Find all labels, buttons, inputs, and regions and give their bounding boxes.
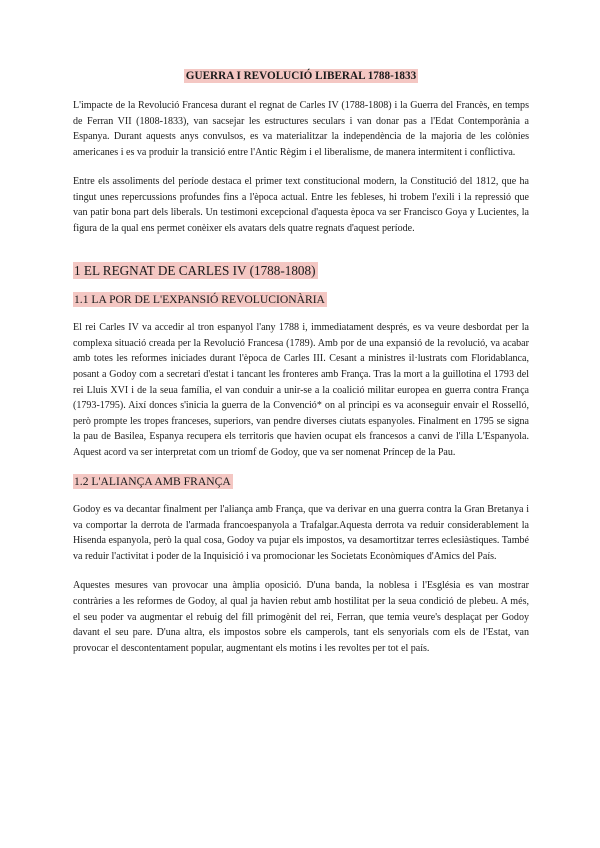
intro-paragraph-2: Entre els assoliments del període destaca el primer text constitucional modern, la Constitució del 1812, que ha tingut unes repercussions profundes fins a l'època actual. Entre les febleses, hi trobem l'exili i la repressió que van patir bona part dels liberals. Un testimoni excepcional d'aquesta època va ser Francisco Goya y Lucientes, la figura de la qual ens permet conèixer els avatars dels quatre regnats d'aquest període. bbox=[73, 176, 529, 234]
subsection-1-1-heading-text: 1.1 LA POR DE L'EXPANSIÓ REVOLUCIONÀRIA bbox=[74, 293, 325, 307]
section-1-heading-text: 1 EL REGNAT DE CARLES IV (1788-1808) bbox=[74, 263, 316, 279]
document-title bbox=[73, 68, 529, 84]
intro-paragraph-1: L'impacte de la Revolució Francesa durant el regnat de Carles IV (1788-1808) i la Guerra del Francès, en temps de Ferran VII (1808-1833), van sacsejar les estructures seculars i van donar pas a l'Edat Contemporània a Espanya. Durant aquests anys convulsos, es va materialitzar la independència de la majoria de les colònies americanes i es va produir la transició entre l'Antic Règim i el liberalisme, de manera intermitent i conflictiva. bbox=[73, 100, 529, 158]
subsection-1-2-paragraph-2: Aquestes mesures van provocar una àmplia oposició. D'una banda, la noblesa i l'Església es van mostrar contràries a les reformes de Godoy, al qual ja havien rebut amb hostilitat per la seua condició de plebeu. A més, el seu poder va augmentar el rebuig del fill primogènit del rei, Ferran, que temia veure's desplaçat per Godoy davant el seu pare. D'una altra, els impostos sobre els camperols, tant els senyorials com els de l'Estat, van provocar el descontentament popular, augmentant els motins i les revoltes per tot el país. bbox=[73, 580, 529, 654]
subsection-1-2-heading-text: 1.2 L'ALIANÇA AMB FRANÇA bbox=[74, 475, 231, 489]
document-body bbox=[73, 68, 529, 670]
section-1-heading bbox=[73, 262, 529, 280]
subsection-1-1-heading bbox=[73, 292, 529, 308]
subsection-1-2-heading bbox=[73, 474, 529, 490]
subsection-1-1-paragraph: El rei Carles IV va accedir al tron espanyol l'any 1788 i, immediatament després, es va veure desbordat per la complexa situació creada per la Revolució Francesa (1789). Amb por de una expansió de la revolució, va acabar amb totes les reformes iniciades durant l'època de Carles III. Cesant a ministres il·lustrats com Floridablanca, posant a Godoy com a secretari d'estat i tancant les fronteres amb França. Tras la mort a la guillotina el 1793 del rei Lluis XVI i de la seua família, el van conduir a unir-se a la coalició militar europea en guerra contra França (1793-1795). Així donces s'inicia la guerra de la Convenció* on al principi es va aconseguir envair el Rosselló, però prompte les tropes franceses, superiors, van pendre diverses ciutats espanyoles. Finalment en 1795 se signa la pau de Basilea, Espanya recupera els territoris que havien ocupat els francesos a canvi de l'illa L'Espanyola. Aquest acord va ser interpretat com un triomf de Godoy, que va ser nomenat Príncep de la Pau. bbox=[73, 322, 529, 458]
subsection-1-2-paragraph-1: Godoy es va decantar finalment per l'aliança amb França, que va derivar en una guerra contra la Gran Bretanya i va comportar la derrota de l'armada francoespanyola a Trafalgar.Aquesta derrota va reduir considerablement la Hisenda espanyola, però la qual cosa, Godoy va pujar els impostos, va desamortitzar terres eclesiàstiques. També va reduir l'activitat i poder de la Inquisició i va promocionar les Societats Econòmiques d'Amics del País. bbox=[73, 504, 529, 562]
document-title-text: GUERRA I REVOLUCIÓ LIBERAL 1788-1833 bbox=[185, 70, 417, 82]
